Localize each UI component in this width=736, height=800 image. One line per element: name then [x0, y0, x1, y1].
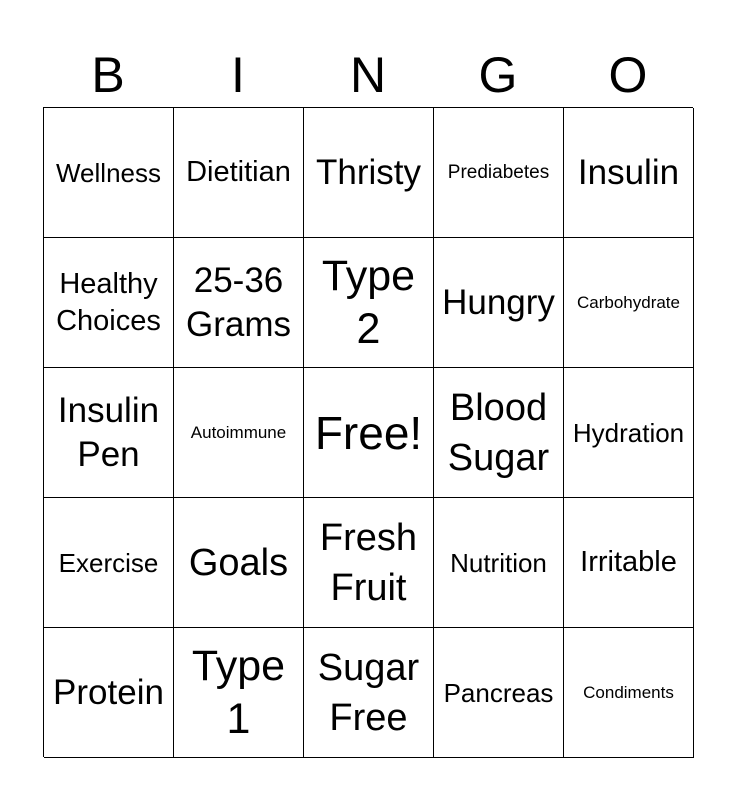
cell-label: Blood Sugar: [447, 386, 550, 479]
cell-label: Irritable: [580, 546, 677, 578]
bingo-cell-r4-c2[interactable]: [174, 498, 304, 628]
bingo-cell-r2-c3[interactable]: [304, 238, 434, 368]
cell-label: Condiments: [583, 682, 674, 702]
cell-label: Fresh Fruit: [319, 516, 418, 609]
cell-label: Insulin: [577, 152, 680, 192]
cell-label: Wellness: [55, 157, 161, 188]
bingo-cell-r4-c5[interactable]: [564, 498, 694, 628]
cell-label: Autoimmune: [190, 422, 287, 442]
bingo-cell-r1-c2[interactable]: [174, 108, 304, 238]
header-letter-o: O: [608, 47, 648, 103]
bingo-cell-r1-c1[interactable]: [44, 108, 174, 238]
bingo-cell-r5-c5[interactable]: [564, 628, 694, 758]
bingo-cell-r1-c4[interactable]: [434, 108, 564, 238]
cell-label: 25-36 Grams: [186, 260, 291, 344]
bingo-cell-r2-c5[interactable]: [564, 238, 694, 368]
bingo-cell-r5-c2[interactable]: [174, 628, 304, 758]
bingo-cell-r2-c1[interactable]: [44, 238, 174, 368]
bingo-cell-r3-c4[interactable]: [434, 368, 564, 498]
bingo-cell-r5-c4[interactable]: [434, 628, 564, 758]
cell-label: Insulin Pen: [57, 390, 160, 474]
cell-label: Pancreas: [443, 677, 554, 708]
bingo-cell-r3-c1[interactable]: [44, 368, 174, 498]
cell-label: Hungry: [442, 282, 555, 322]
cell-label: Nutrition: [450, 547, 547, 578]
bingo-cell-r2-c2[interactable]: [174, 238, 304, 368]
cell-label: Hydration: [572, 417, 685, 448]
cell-label: Goals: [188, 541, 289, 584]
bingo-cell-r3-c5[interactable]: [564, 368, 694, 498]
cell-label: Sugar Free: [317, 646, 420, 739]
cell-label: Exercise: [58, 547, 159, 578]
cell-label: Carbohydrate: [576, 292, 680, 312]
bingo-header: [43, 44, 693, 106]
bingo-card-grid: [43, 107, 693, 757]
bingo-cell-r1-c5[interactable]: [564, 108, 694, 238]
header-letter-n: N: [349, 47, 387, 103]
cell-label: Type 1: [191, 641, 286, 743]
cell-label: Type 2: [321, 251, 416, 353]
cell-label: Prediabetes: [447, 161, 550, 183]
bingo-cell-r3-c3-free[interactable]: [304, 368, 434, 498]
bingo-cell-r2-c4[interactable]: [434, 238, 564, 368]
cell-label: Thristy: [316, 152, 421, 192]
free-space-label: Free!: [314, 406, 423, 459]
bingo-cell-r1-c3[interactable]: [304, 108, 434, 238]
header-letter-i: I: [231, 47, 245, 103]
bingo-cell-r4-c3[interactable]: [304, 498, 434, 628]
cell-label: Healthy Choices: [56, 267, 161, 337]
bingo-cell-r3-c2[interactable]: [174, 368, 304, 498]
header-letter-b: B: [91, 47, 125, 103]
bingo-cell-r5-c1[interactable]: [44, 628, 174, 758]
bingo-cell-r4-c1[interactable]: [44, 498, 174, 628]
bingo-cell-r4-c4[interactable]: [434, 498, 564, 628]
bingo-cell-r5-c3[interactable]: [304, 628, 434, 758]
header-letter-g: G: [478, 47, 518, 103]
cell-label: Dietitian: [186, 156, 291, 188]
cell-label: Protein: [53, 672, 164, 712]
